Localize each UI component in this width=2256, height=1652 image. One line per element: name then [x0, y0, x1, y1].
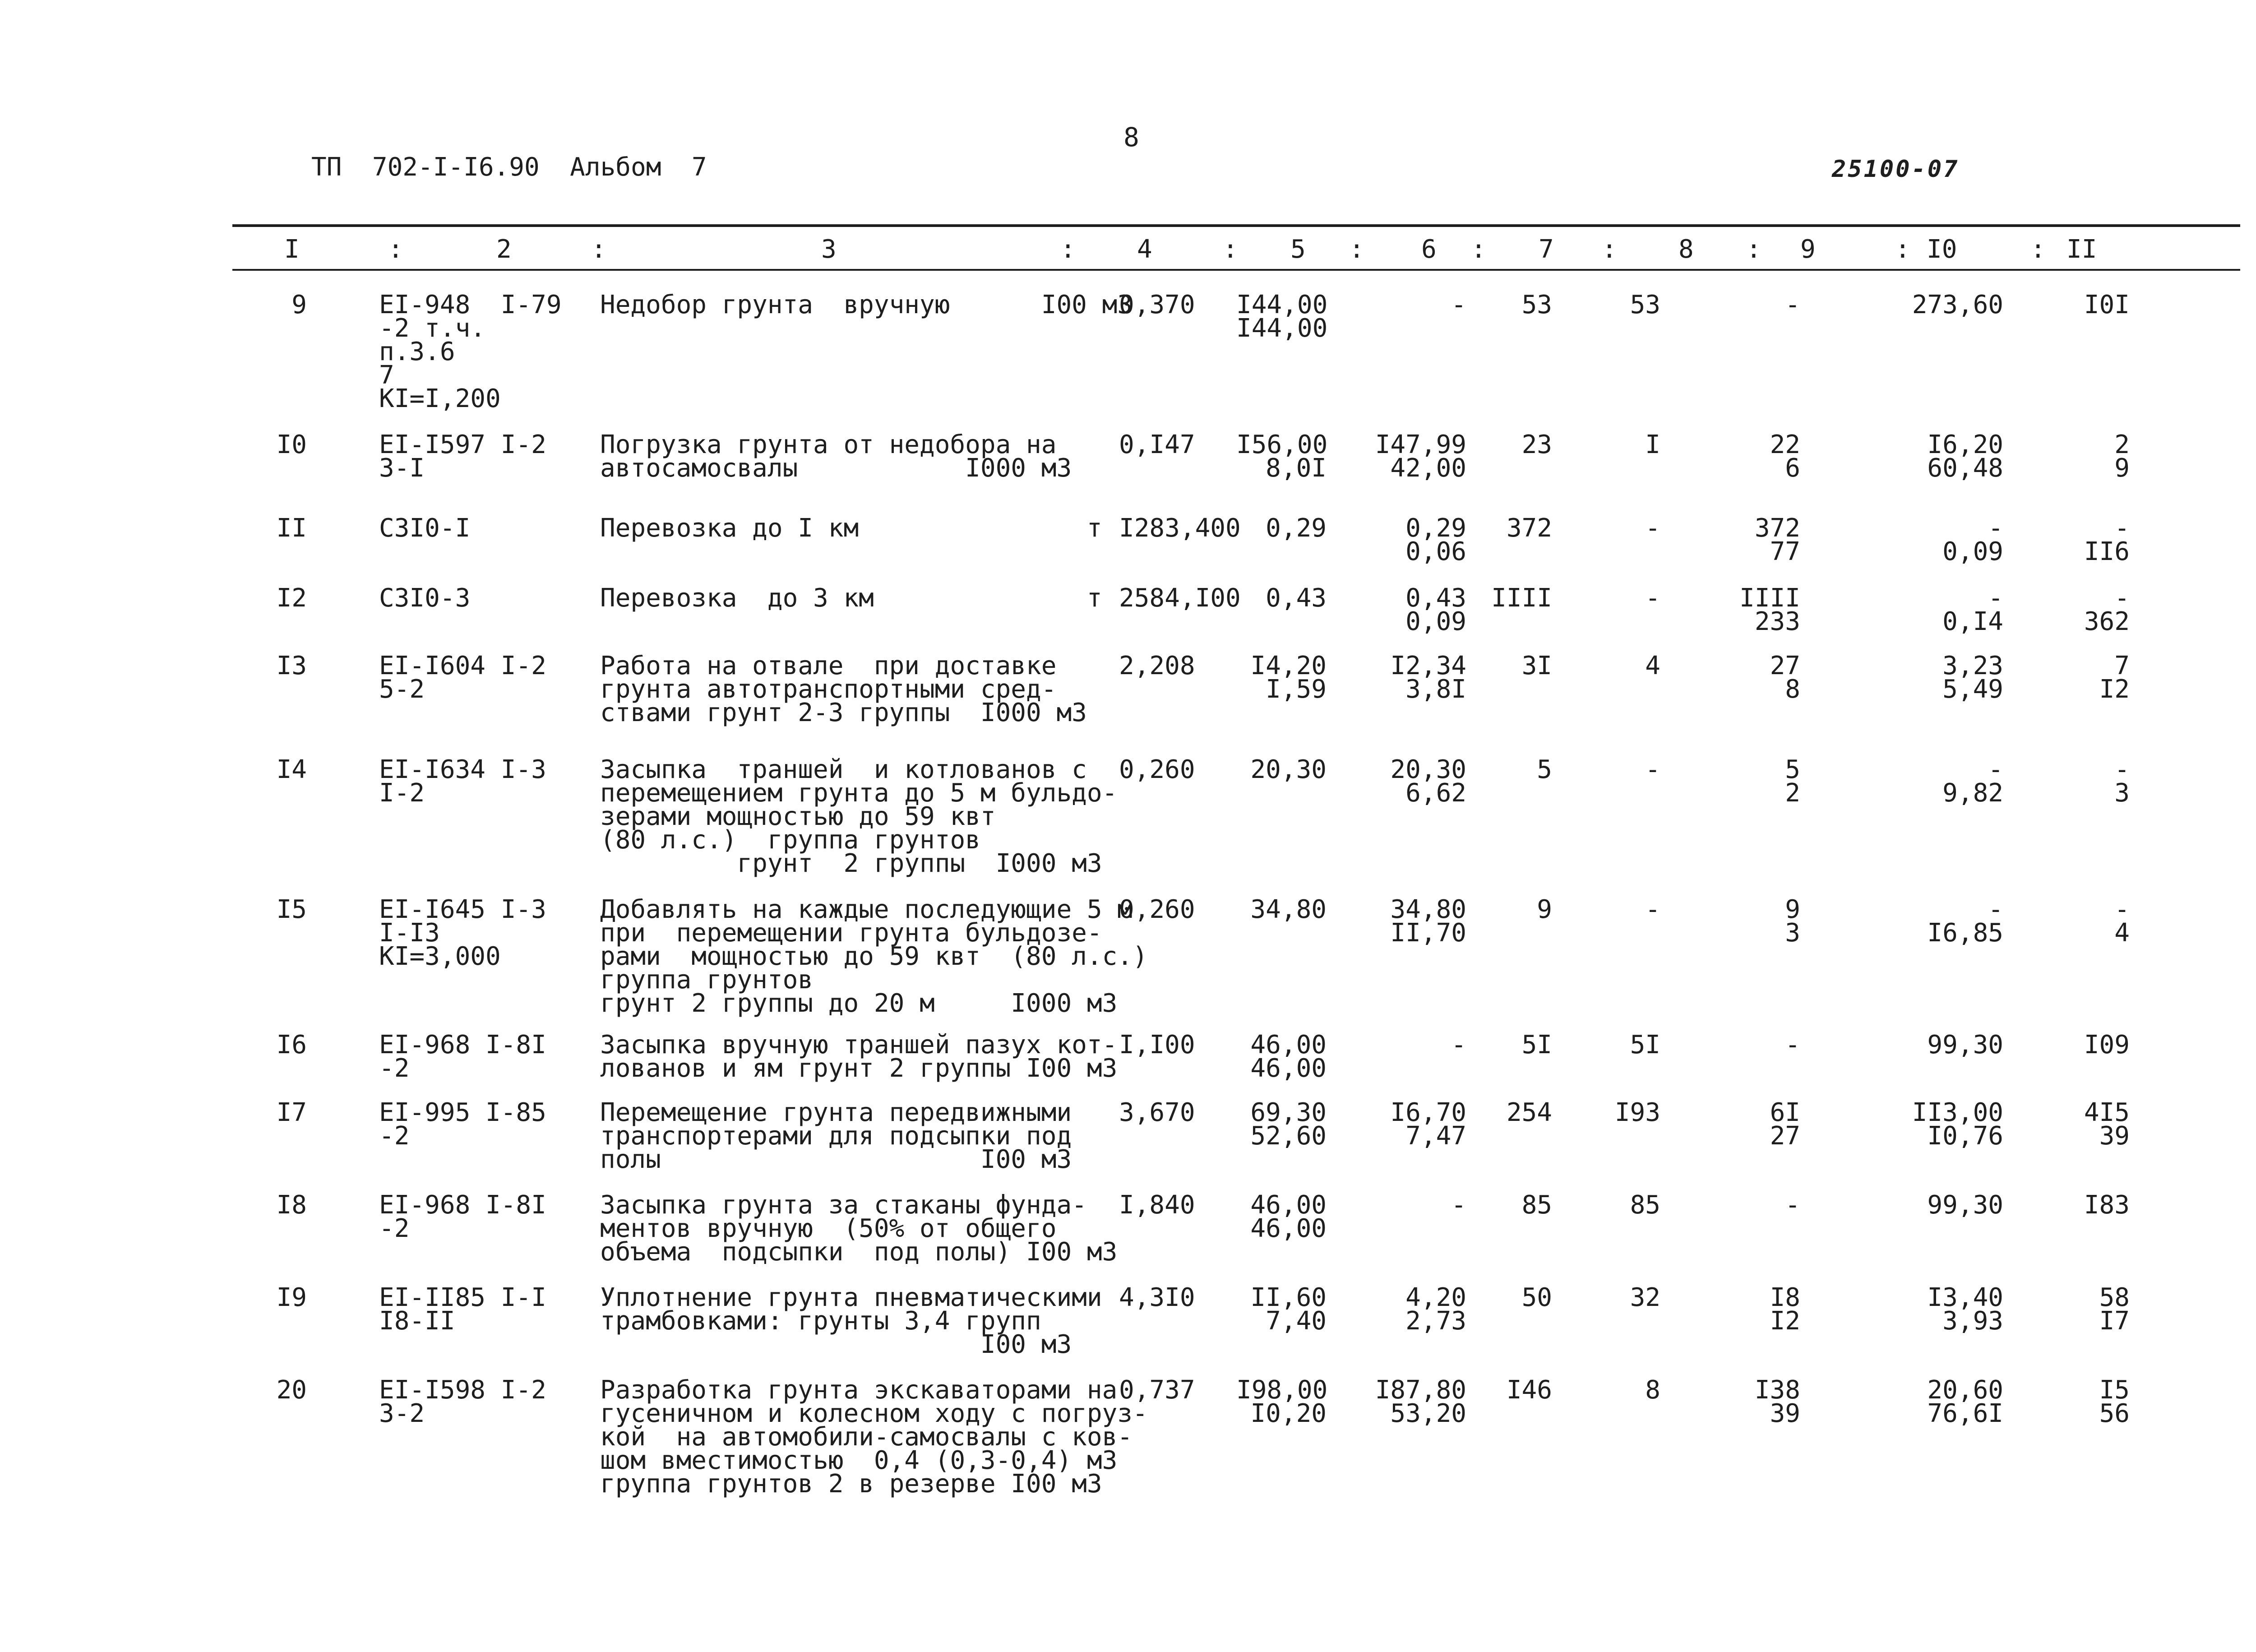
table-cell-col-10: 20,60 76,6I [1927, 1375, 2003, 1428]
table-cell-col-3: Работа на отвале при доставке грунта автотранспортными сред- ствами грунт 2-3 группы I000 м3 [600, 651, 1087, 727]
table-cell-col-9: 27 8 [1770, 651, 1800, 704]
table-cell-col-5: 46,00 46,00 [1250, 1190, 1327, 1243]
table-cell-col-5: 46,00 46,00 [1250, 1030, 1327, 1083]
table-cell-col-4: 0,I47 [1119, 430, 1195, 459]
table-cell-col-11: I0I [2084, 290, 2130, 319]
header-separator: : [1746, 235, 1761, 264]
table-cell-col-4: 0,260 [1119, 755, 1195, 784]
header-separator: : [1223, 235, 1238, 264]
table-cell-col-4: 0,370 [1119, 290, 1195, 319]
table-cell-col-7: 85 [1521, 1190, 1552, 1220]
header-separator: : [1060, 235, 1076, 264]
table-cell-col-10: - 0,09 [1942, 514, 2003, 566]
table-cell-col-8: - [1645, 755, 1660, 784]
table-cell-col-10: II3,00 I0,76 [1912, 1098, 2003, 1151]
table-cell-col-3: Добавлять на каждые последующие 5 м при перемещении грунта бульдозе- рами мощностью до 59 квт (80 л.с.) группа грунтов грунт 2 группы до 20 м I000 м3 [600, 895, 1148, 1018]
table-cell-col-2: EI-I634 I-3 I-2 [379, 755, 546, 808]
table-cell-col-11: - 362 [2084, 583, 2130, 636]
table-cell-col-3: Уплотнение грунта пневматическими трамбовками: грунты 3,4 групп I00 м3 [600, 1283, 1102, 1359]
table-cell-col-1: I2 [276, 583, 307, 613]
table-cell-col-2: EI-I597 I-2 3-I [379, 430, 546, 483]
table-cell-col-4: I,I00 [1119, 1030, 1195, 1060]
table-cell-col-9: - [1785, 290, 1800, 319]
table-cell-col-1: 20 [276, 1375, 307, 1405]
table-top-rule [232, 224, 2240, 227]
table-cell-col-8: 85 [1630, 1190, 1660, 1220]
table-cell-col-3: Разработка грунта экскаваторами на гусеничном и колесном ходу с погруз- кой на автомобили-самосвалы с ков- шом вместимостью 0,4 (0,3-0,4) м3 группа грунтов 2 в резерве I00 м3 [600, 1375, 1148, 1499]
table-cell-col-4: 2584,I00 [1119, 583, 1241, 613]
table-cell-col-9: IIII 233 [1739, 583, 1800, 636]
table-cell-col-8: 5I [1630, 1030, 1660, 1060]
table-cell-col-1: 9 [291, 290, 307, 319]
table-cell-col-10: 99,30 [1927, 1190, 2003, 1220]
table-cell-col-1: I8 [276, 1190, 307, 1220]
table-cell-col-11: I83 [2084, 1190, 2130, 1220]
table-cell-col-4: I283,400 [1119, 514, 1241, 543]
table-cell-col-8: - [1645, 514, 1660, 543]
table-cell-col-10: 99,30 [1927, 1030, 2003, 1060]
table-cell-col-7: 254 [1506, 1098, 1552, 1127]
table-cell-col-1: II [276, 514, 307, 543]
table-cell-col-9: - [1785, 1030, 1800, 1060]
table-cell-col-1: I7 [276, 1098, 307, 1127]
table-cell-col-11: I09 [2084, 1030, 2130, 1060]
table-cell-col-11: - II6 [2084, 514, 2130, 566]
table-cell-col-8: 32 [1630, 1283, 1660, 1312]
table-cell-col-11: 58 I7 [2099, 1283, 2130, 1336]
table-cell-col-2: EI-I598 I-2 3-2 [379, 1375, 546, 1428]
header-col-11: II [2066, 235, 2097, 264]
header-col-6: 6 [1421, 235, 1437, 264]
table-cell-col-8: - [1645, 895, 1660, 924]
table-cell-col-7: 53 [1521, 290, 1552, 319]
table-cell-col-7: 50 [1521, 1283, 1552, 1312]
table-cell-col-3: Перемещение грунта передвижными транспортерами для подсыпки под полы I00 м3 [600, 1098, 1072, 1174]
header-col-5: 5 [1290, 235, 1306, 264]
header-separator: : [1895, 235, 1910, 264]
table-cell-col-10: I3,40 3,93 [1927, 1283, 2003, 1336]
table-cell-col-5: 69,30 52,60 [1250, 1098, 1327, 1151]
table-cell-col-6: I2,34 3,8I [1390, 651, 1466, 704]
table-cell-col-7: 9 [1537, 895, 1552, 924]
table-cell-col-4: 4,3I0 [1119, 1283, 1195, 1312]
header-separator: : [2030, 235, 2046, 264]
table-cell-col-8: I93 [1614, 1098, 1660, 1127]
table-cell-col-2: EI-968 I-8I -2 [379, 1190, 546, 1243]
header-col-4: 4 [1137, 235, 1152, 264]
table-cell-col-2: EI-II85 I-I I8-II [379, 1283, 546, 1336]
page-number: 8 [1123, 122, 1139, 153]
table-cell-col-6: 20,30 6,62 [1390, 755, 1466, 808]
table-cell-col-9: 22 6 [1770, 430, 1800, 483]
table-cell-col-1: I4 [276, 755, 307, 784]
table-cell-col-4: 2,208 [1119, 651, 1195, 680]
table-cell-col-5: 34,80 [1250, 895, 1327, 924]
table-cell-col-6: I6,70 7,47 [1390, 1098, 1466, 1151]
table-cell-col-5: I44,00 I44,00 [1236, 290, 1328, 343]
table-cell-col-3: Недобор грунта вручную I00 м3 [600, 290, 1133, 319]
table-cell-col-4: 3,670 [1119, 1098, 1195, 1127]
header-col-7: 7 [1539, 235, 1554, 264]
table-cell-col-1: I3 [276, 651, 307, 680]
table-cell-col-7: 372 [1506, 514, 1552, 543]
table-cell-col-11: 7 I2 [2099, 651, 2130, 704]
header-separator: : [1349, 235, 1364, 264]
table-cell-col-11: 4I5 39 [2084, 1098, 2130, 1151]
table-cell-col-6: I87,80 53,20 [1375, 1375, 1466, 1428]
header-col-9: 9 [1800, 235, 1816, 264]
table-cell-col-2: C3I0-3 [379, 583, 471, 613]
header-separator: : [591, 235, 606, 264]
table-cell-col-6: 34,80 II,70 [1390, 895, 1466, 948]
header-separator: : [388, 235, 403, 264]
table-cell-col-4: 0,260 [1119, 895, 1195, 924]
table-cell-col-8: 8 [1645, 1375, 1660, 1405]
table-cell-col-7: 5I [1521, 1030, 1552, 1060]
table-cell-col-6: 0,29 0,06 [1405, 514, 1466, 566]
table-cell-col-9: 6I 27 [1770, 1098, 1800, 1151]
table-cell-col-6: 4,20 2,73 [1405, 1283, 1466, 1336]
table-cell-col-3: Засыпка вручную траншей пазух кот- лованов и ям грунт 2 группы I00 м3 [600, 1030, 1118, 1083]
table-cell-col-2: EI-968 I-8I -2 [379, 1030, 546, 1083]
table-cell-col-1: I6 [276, 1030, 307, 1060]
table-cell-col-5: 0,43 [1266, 583, 1327, 613]
table-cell-col-11: 2 9 [2114, 430, 2130, 483]
table-header-rule [232, 269, 2240, 271]
table-cell-col-7: I46 [1506, 1375, 1552, 1405]
table-cell-col-5: I98,00 I0,20 [1236, 1375, 1328, 1428]
table-cell-col-10: - 9,82 [1942, 755, 2003, 808]
table-cell-col-1: I5 [276, 895, 307, 924]
table-cell-col-3: Засыпка грунта за стаканы фунда- ментов вручную (50% от общего объема подсыпки под полы) I00 м3 [600, 1190, 1118, 1267]
table-cell-col-3: Погрузка грунта от недобора на автосамосвалы I000 м3 [600, 430, 1072, 483]
table-cell-col-10: I6,20 60,48 [1927, 430, 2003, 483]
table-cell-col-10: 273,60 [1912, 290, 2003, 319]
table-cell-col-2: EI-I645 I-3 I-I3 KI=3,000 [379, 895, 546, 971]
table-cell-col-8: I [1645, 430, 1660, 459]
document-title: ТП 702-I-I6.90 Альбом 7 [311, 153, 707, 182]
table-cell-col-4: 0,737 [1119, 1375, 1195, 1405]
table-cell-col-8: 53 [1630, 290, 1660, 319]
table-cell-col-8: 4 [1645, 651, 1660, 680]
table-cell-col-9: 372 77 [1754, 514, 1800, 566]
table-cell-col-9: - [1785, 1190, 1800, 1220]
table-cell-col-5: II,60 7,40 [1250, 1283, 1327, 1336]
header-col-3: 3 [821, 235, 837, 264]
table-cell-col-7: 23 [1521, 430, 1552, 459]
table-cell-col-2: EI-I604 I-2 5-2 [379, 651, 546, 704]
table-cell-col-11: I5 56 [2099, 1375, 2130, 1428]
table-cell-col-5: I56,00 8,0I [1236, 430, 1328, 483]
table-cell-col-9: 5 2 [1785, 755, 1800, 808]
table-cell-col-2: C3I0-I [379, 514, 471, 543]
table-cell-col-6: I47,99 42,00 [1375, 430, 1466, 483]
table-cell-col-7: IIII [1491, 583, 1552, 613]
table-cell-col-3: Перевозка до I км т [600, 514, 1102, 543]
table-cell-col-5: I4,20 I,59 [1250, 651, 1327, 704]
table-cell-col-5: 20,30 [1250, 755, 1327, 784]
table-cell-col-9: I8 I2 [1770, 1283, 1800, 1336]
table-cell-col-1: I0 [276, 430, 307, 459]
table-cell-col-3: Засыпка траншей и котлованов с перемещением грунта до 5 м бульдо- зерами мощностью до 59 квт (80 л.с.) группа грунтов грунт 2 группы I000 м3 [600, 755, 1118, 878]
table-cell-col-8: - [1645, 583, 1660, 613]
table-cell-col-2: EI-948 I-79 -2 т.ч. п.3.6 7 KI=I,200 [379, 290, 562, 413]
table-cell-col-7: 3I [1521, 651, 1552, 680]
table-cell-col-5: 0,29 [1266, 514, 1327, 543]
document-code: 25100-07 [1832, 156, 1960, 183]
table-cell-col-7: 5 [1537, 755, 1552, 784]
table-cell-col-2: EI-995 I-85 -2 [379, 1098, 546, 1151]
table-cell-col-6: - [1451, 1030, 1466, 1060]
header-separator: : [1602, 235, 1617, 264]
header-col-10: I0 [1927, 235, 1957, 264]
table-cell-col-6: - [1451, 1190, 1466, 1220]
table-cell-col-11: - 3 [2114, 755, 2130, 808]
header-separator: : [1471, 235, 1486, 264]
table-cell-col-10: - I6,85 [1927, 895, 2003, 948]
table-cell-col-9: 9 3 [1785, 895, 1800, 948]
table-cell-col-10: - 0,I4 [1942, 583, 2003, 636]
table-cell-col-6: 0,43 0,09 [1405, 583, 1466, 636]
table-cell-col-11: - 4 [2114, 895, 2130, 948]
table-cell-col-1: I9 [276, 1283, 307, 1312]
table-cell-col-3: Перевозка до 3 км т [600, 583, 1102, 613]
header-col-1: I [284, 235, 300, 264]
table-cell-col-9: I38 39 [1754, 1375, 1800, 1428]
table-cell-col-6: - [1451, 290, 1466, 319]
header-col-2: 2 [496, 235, 512, 264]
table-cell-col-4: I,840 [1119, 1190, 1195, 1220]
header-col-8: 8 [1678, 235, 1694, 264]
table-cell-col-10: 3,23 5,49 [1942, 651, 2003, 704]
